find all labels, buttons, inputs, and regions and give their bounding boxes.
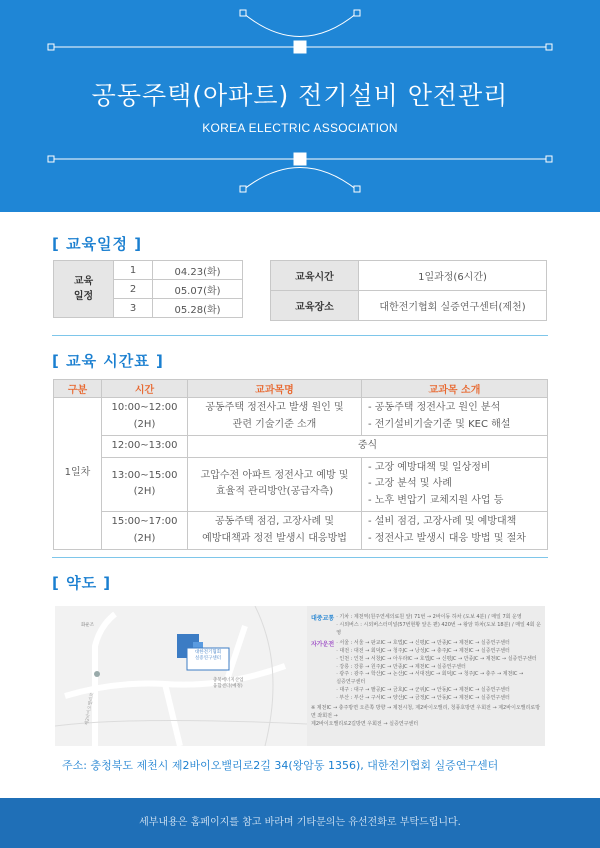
time-text: 10:00~12:00 xyxy=(111,402,178,413)
legend-line: · 시외버스 : 시외버스터미널(57번현황 앞은 편) 420번 → 왕암 하차(도보 18분) / 매일 4회 운영 xyxy=(336,621,541,636)
subject-text: 공동주택 점검, 고장사례 및 xyxy=(215,516,334,527)
map-image xyxy=(55,606,307,746)
car-block xyxy=(311,640,543,702)
legend-line: · 서울 : 서울 → 판교IC → 호법JC → 신평JC → 만종JC → 제천IC → 실증연구센터 xyxy=(336,640,510,647)
notes-block xyxy=(311,705,543,728)
day-cell: 1일차 xyxy=(54,398,102,550)
col-header: 교과목 소개 xyxy=(362,380,548,398)
session-date: 05.07(화) xyxy=(153,280,243,299)
legend-line: · 인천 : 인천 → 서창JC → 아우라IC → 호법JC → 신평JC → 만종JC → 제천IC → 실증연구센터 xyxy=(336,655,537,662)
divider xyxy=(52,335,548,336)
duration-text: (2H) xyxy=(133,486,156,498)
table-header-row xyxy=(54,380,548,398)
place-label: 교육장소 xyxy=(271,291,359,321)
info-table xyxy=(270,260,547,321)
time-label: 교육시간 xyxy=(271,261,359,291)
timetable-heading: [ 교육 시간표 ] xyxy=(52,352,164,370)
public-transit-block xyxy=(311,614,543,637)
table-row xyxy=(54,512,548,550)
table-row xyxy=(54,457,548,512)
subject-text: 고압수전 아파트 정전사고 예방 및 xyxy=(200,469,349,481)
legend-line: · 부산 : 부산 → 구서IC → 양산JC → 금정JC → 안동JC → 제천IC → 실증연구센터 xyxy=(336,694,510,701)
table-row xyxy=(54,261,243,280)
legend-line: · 강릉 : 강릉 → 원주JC → 만종JC → 제천IC → 실증연구센터 xyxy=(336,663,466,670)
col-header: 시간 xyxy=(102,380,188,398)
legend-line: 실증연구센터 xyxy=(336,679,366,685)
time-text: 15:00~17:00 xyxy=(111,516,178,527)
subject-cell xyxy=(188,457,362,512)
table-row xyxy=(271,291,547,321)
intro-item: - 고장 분석 및 사례 xyxy=(368,478,452,489)
duration-text: (2H) xyxy=(133,532,156,544)
table-row xyxy=(54,398,548,436)
time-value: 1일과정(6시간) xyxy=(359,261,547,291)
address: 주소: 충청북도 제천시 제2바이오밸리로2길 34(왕암동 1356), 대한전기협회 실증연구센터 xyxy=(62,759,499,772)
time-cell: 12:00~13:00 xyxy=(102,436,188,458)
map-place-line: 융합센터(예정) xyxy=(213,684,243,690)
intro-item: - 노후 변압기 교체지원 사업 등 xyxy=(368,494,504,506)
car-title: 자가운전 xyxy=(311,641,335,649)
legend-line: · 대구 : 대구 → 팔공JC → 금호JC → 군위JC → 안동JC → 제천IC → 실증연구센터 xyxy=(336,686,510,693)
building-label-line: 대한전기협회 xyxy=(194,650,222,655)
map-place-line: 충북에너지산업 xyxy=(213,678,244,683)
schedule-table xyxy=(53,260,243,318)
subject-cell xyxy=(188,512,362,550)
footer-note: 세부내용은 홈페이지를 참고 바라며 기타문의는 유선전화로 부탁드립니다. xyxy=(0,798,600,848)
legend-note: ※ 제천IC → 충주방면 오른쪽 방향 → 제천시청, 제2바이오밸리, 청풍호방면 우회전 → 제2바이오밸리로방면 좌회전 → xyxy=(311,705,541,719)
session-number: 2 xyxy=(114,280,153,299)
time-text: 13:00~15:00 xyxy=(111,469,178,481)
header-banner xyxy=(0,0,600,212)
intro-item: - 공동주택 정전사고 원인 분석 xyxy=(368,402,501,413)
session-date: 04.23(화) xyxy=(153,261,243,280)
session-number: 3 xyxy=(114,299,153,318)
divider xyxy=(52,557,548,558)
col-header: 구분 xyxy=(54,380,102,398)
time-cell xyxy=(102,512,188,550)
bus-stop-icon xyxy=(94,671,100,677)
intro-item: - 정전사고 발생시 대응 방법 및 절차 xyxy=(368,532,526,544)
time-cell xyxy=(102,398,188,436)
intro-cell xyxy=(362,398,548,436)
intro-item: - 고장 예방대책 및 일상정비 xyxy=(368,461,491,473)
intro-item: - 전기설비기술기준 및 KEC 해설 xyxy=(368,418,511,430)
schedule-label-line: 교육 xyxy=(73,276,94,287)
building-label xyxy=(188,650,228,663)
map-heading: [ 약도 ] xyxy=(52,574,112,592)
legend-line: · 광주 : 광주 → 학산JC → 논산JC → 서대전JC → 회덕JC → 청주JC → 충주 → 제천IC → xyxy=(336,671,524,678)
public-transit-title: 대중교통 xyxy=(311,615,335,622)
place-value: 대한전기협회 실증연구센터(제천) xyxy=(359,291,547,321)
intro-item: - 설비 점검, 고장사례 및 예방대책 xyxy=(368,516,517,527)
time-cell xyxy=(102,457,188,512)
legend-line: · 대전 : 대전 → 회덕JC → 청주JC → 낭성JC → 충주JC → 제천IC → 실증연구센터 xyxy=(336,648,510,654)
duration-text: (2H) xyxy=(133,418,156,430)
subject-text: 예방대책과 정전 발생시 대응방법 xyxy=(202,532,347,544)
lunch-cell: 중식 xyxy=(188,436,548,458)
subject-text: 공동주택 정전사고 발생 원인 및 xyxy=(205,402,344,413)
col-header: 교과목명 xyxy=(188,380,362,398)
schedule-label xyxy=(54,261,114,318)
legend-line: · 기차 : 제천역(원주연세의료원 앞) 71번 → 2바이동 하차 (도보 4분) / 매일 7회 운영 xyxy=(336,614,522,620)
schedule-label-line: 일정 xyxy=(73,291,94,302)
map-place: 화운조 xyxy=(81,623,95,628)
timetable-table xyxy=(53,379,548,550)
subject-text: 효율적 관리방안(공급자측) xyxy=(215,486,334,498)
building-label-line: 실증연구센터 xyxy=(194,656,222,662)
session-number: 1 xyxy=(114,261,153,280)
location-map xyxy=(55,606,545,746)
page-title: 공동주택(아파트) 전기설비 안전관리 xyxy=(91,81,509,110)
road-label: 제2바이오밸리로 xyxy=(84,692,96,726)
map-place xyxy=(213,678,243,691)
subject-text: 관련 기술기준 소개 xyxy=(232,418,317,430)
table-row xyxy=(271,261,547,291)
intro-cell xyxy=(362,512,548,550)
directions-legend xyxy=(311,614,543,729)
subject-cell xyxy=(188,398,362,436)
schedule-heading: [ 교육일정 ] xyxy=(52,235,143,253)
session-date: 05.28(화) xyxy=(153,299,243,318)
page-subtitle: KOREA ELECTRIC ASSOCIATION xyxy=(202,121,398,135)
legend-note: 제2바이오밸리로2길방면 우회전 → 실증연구센터 xyxy=(311,720,419,727)
intro-cell xyxy=(362,457,548,512)
table-row xyxy=(54,436,548,458)
